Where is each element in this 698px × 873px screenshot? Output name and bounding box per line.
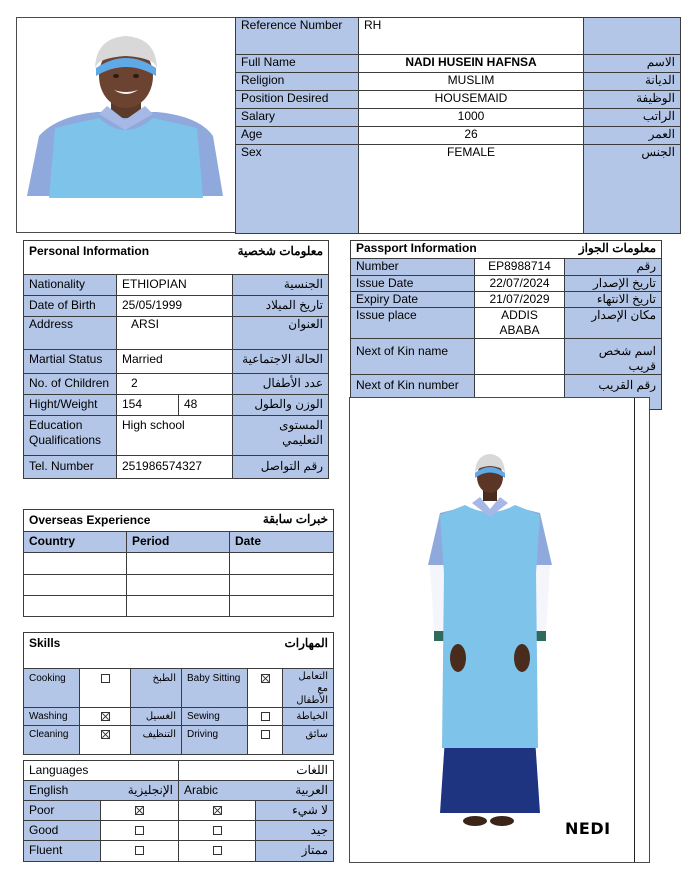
language-english: English bbox=[24, 781, 101, 801]
skill-arabic-driving: سائق bbox=[283, 726, 334, 755]
overseas-cell-period bbox=[127, 595, 230, 616]
personal-info-title: Personal Information bbox=[24, 241, 179, 275]
value-salary: 1000 bbox=[359, 109, 584, 127]
personal-info-table bbox=[23, 240, 329, 479]
arabic-sex: الجنس bbox=[584, 145, 681, 234]
label-address: Address bbox=[24, 317, 117, 350]
fullbody-photo-frame bbox=[349, 397, 650, 863]
checkbox-arabic-good[interactable] bbox=[213, 826, 222, 835]
arabic-children: عدد الأطفال bbox=[233, 374, 329, 395]
header-info-table bbox=[235, 17, 681, 234]
overseas-col-period: Period bbox=[127, 532, 230, 553]
value-height: 154 bbox=[117, 395, 179, 416]
level-poor-ar: لا شيء bbox=[256, 801, 334, 821]
value-expiry-date: 21/07/2029 bbox=[475, 292, 565, 308]
label-tel: Tel. Number bbox=[24, 456, 117, 479]
skills-table bbox=[23, 632, 334, 755]
value-full-name: NADI HUSEIN HAFNSA bbox=[359, 55, 584, 73]
label-religion: Religion bbox=[236, 73, 359, 91]
overseas-col-country: Country bbox=[24, 532, 127, 553]
checkbox-english-fluent[interactable] bbox=[135, 846, 144, 855]
arabic-issue-date: تاريخ الإصدار bbox=[565, 276, 662, 292]
overseas-row bbox=[24, 553, 334, 574]
label-expiry-date: Expiry Date bbox=[351, 292, 475, 308]
skill-label-sewing: Sewing bbox=[182, 708, 248, 726]
value-tel: 251986574327 bbox=[117, 456, 233, 479]
skill-arabic-cleaning: التنظيف bbox=[131, 726, 182, 755]
level-fluent: Fluent bbox=[24, 841, 101, 862]
checkbox-arabic-poor[interactable] bbox=[213, 806, 222, 815]
checkbox-sewing[interactable] bbox=[261, 712, 270, 721]
label-nationality: Nationality bbox=[24, 275, 117, 296]
skill-label-baby-sitting: Baby Sitting bbox=[182, 669, 248, 708]
overseas-cell-period bbox=[127, 574, 230, 595]
checkbox-driving[interactable] bbox=[261, 730, 270, 739]
checkbox-baby-sitting[interactable] bbox=[261, 674, 270, 683]
arabic-height-weight: الوزن والطول bbox=[233, 395, 329, 416]
label-position: Position Desired bbox=[236, 91, 359, 109]
brand-logo: NEDI bbox=[565, 819, 611, 838]
overseas-title: Overseas Experience bbox=[24, 510, 230, 532]
language-arabic-ar: العربية bbox=[256, 781, 334, 801]
value-position: HOUSEMAID bbox=[359, 91, 584, 109]
level-good: Good bbox=[24, 821, 101, 841]
value-children: 2 bbox=[117, 374, 233, 395]
overseas-cell-date bbox=[230, 595, 334, 616]
checkbox-english-poor[interactable] bbox=[135, 806, 144, 815]
arabic-salary: الراتب bbox=[584, 109, 681, 127]
languages-title-ar: اللغات bbox=[179, 761, 334, 781]
overseas-experience-table bbox=[23, 509, 334, 617]
arabic-passport-number: رقم bbox=[565, 259, 662, 276]
arabic-reference-number bbox=[584, 18, 681, 55]
passport-info-table bbox=[350, 240, 662, 410]
value-religion: MUSLIM bbox=[359, 73, 584, 91]
label-children: No. of Children bbox=[24, 374, 117, 395]
passport-info-title-ar: معلومات الجواز bbox=[565, 241, 662, 259]
level-fluent-ar: ممتاز bbox=[256, 841, 334, 862]
value-education: High school bbox=[117, 416, 233, 456]
value-address: ARSI bbox=[117, 317, 233, 350]
headshot-photo bbox=[17, 18, 235, 232]
skills-title-ar: المهارات bbox=[182, 633, 334, 669]
overseas-cell-date bbox=[230, 574, 334, 595]
arabic-religion: الديانة bbox=[584, 73, 681, 91]
level-good-ar: جيد bbox=[256, 821, 334, 841]
skill-arabic-sewing: الخياطة bbox=[283, 708, 334, 726]
value-weight: 48 bbox=[179, 395, 233, 416]
value-issue-date: 22/07/2024 bbox=[475, 276, 565, 292]
value-reference-number: RH bbox=[359, 18, 584, 55]
checkbox-cooking[interactable] bbox=[101, 674, 110, 683]
arabic-education: المستوى التعليمي bbox=[233, 416, 329, 456]
arabic-position: الوظيفة bbox=[584, 91, 681, 109]
overseas-cell-period bbox=[127, 553, 230, 574]
arabic-expiry-date: تاريخ الانتهاء bbox=[565, 292, 662, 308]
personal-info-title-ar: معلومات شخصية bbox=[179, 241, 329, 275]
label-issue-place: Issue place bbox=[351, 308, 475, 339]
arabic-tel: رقم التواصل bbox=[233, 456, 329, 479]
skill-arabic-cooking: الطبخ bbox=[131, 669, 182, 708]
label-dob: Date of Birth bbox=[24, 296, 117, 317]
label-reference-number: Reference Number bbox=[236, 18, 359, 55]
checkbox-english-good[interactable] bbox=[135, 826, 144, 835]
value-sex: FEMALE bbox=[359, 145, 584, 234]
value-dob: 25/05/1999 bbox=[117, 296, 233, 317]
overseas-row bbox=[24, 574, 334, 595]
arabic-marital-status: الحالة الاجتماعية bbox=[233, 350, 329, 374]
skill-label-washing: Washing bbox=[24, 708, 80, 726]
label-salary: Salary bbox=[236, 109, 359, 127]
label-education: Education Qualifications bbox=[24, 416, 117, 456]
language-english-ar: الإنجليزية bbox=[101, 781, 179, 801]
skill-arabic-washing: الغسيل bbox=[131, 708, 182, 726]
skill-label-cooking: Cooking bbox=[24, 669, 80, 708]
arabic-address: العنوان bbox=[233, 317, 329, 350]
checkbox-cleaning[interactable] bbox=[101, 730, 110, 739]
value-marital-status: Married bbox=[117, 350, 233, 374]
overseas-cell-date bbox=[230, 553, 334, 574]
skill-label-cleaning: Cleaning bbox=[24, 726, 80, 755]
value-passport-number: EP8988714 bbox=[475, 259, 565, 276]
label-passport-number: Number bbox=[351, 259, 475, 276]
headshot-photo-frame bbox=[16, 17, 236, 233]
languages-title: Languages bbox=[24, 761, 179, 781]
checkbox-arabic-fluent[interactable] bbox=[213, 846, 222, 855]
arabic-age: العمر bbox=[584, 127, 681, 145]
overseas-cell-country bbox=[24, 574, 127, 595]
label-age: Age bbox=[236, 127, 359, 145]
arabic-full-name: الاسم bbox=[584, 55, 681, 73]
overseas-col-date: Date bbox=[230, 532, 334, 553]
arabic-next-of-kin-number: رقم القريب bbox=[565, 375, 662, 410]
arabic-next-of-kin-name: اسم شخص قريب bbox=[565, 339, 662, 375]
value-nationality: ETHIOPIAN bbox=[117, 275, 233, 296]
label-issue-date: Issue Date bbox=[351, 276, 475, 292]
overseas-row bbox=[24, 595, 334, 616]
label-sex: Sex bbox=[236, 145, 359, 234]
value-age: 26 bbox=[359, 127, 584, 145]
arabic-nationality: الجنسية bbox=[233, 275, 329, 296]
level-poor: Poor bbox=[24, 801, 101, 821]
overseas-cell-country bbox=[24, 595, 127, 616]
label-next-of-kin-number: Next of Kin number bbox=[351, 375, 475, 410]
language-arabic: Arabic bbox=[179, 781, 256, 801]
overseas-title-ar: خبرات سابقة bbox=[230, 510, 334, 532]
passport-info-title: Passport Information bbox=[351, 241, 565, 259]
skills-title: Skills bbox=[24, 633, 182, 669]
skill-label-driving: Driving bbox=[182, 726, 248, 755]
label-next-of-kin-name: Next of Kin name bbox=[351, 339, 475, 375]
value-next-of-kin-name bbox=[475, 339, 565, 375]
checkbox-washing[interactable] bbox=[101, 712, 110, 721]
arabic-issue-place: مكان الإصدار bbox=[565, 308, 662, 339]
label-full-name: Full Name bbox=[236, 55, 359, 73]
skill-arabic-baby-sitting: التعامل مع الأطفال bbox=[283, 669, 334, 708]
label-height-weight: Hight/Weight bbox=[24, 395, 117, 416]
arabic-dob: تاريخ الميلاد bbox=[233, 296, 329, 317]
photo-frame-divider bbox=[634, 398, 635, 862]
value-issue-place: ADDIS ABABA bbox=[475, 308, 565, 339]
languages-table bbox=[23, 760, 334, 862]
fullbody-photo bbox=[420, 453, 560, 843]
overseas-cell-country bbox=[24, 553, 127, 574]
label-marital-status: Martial Status bbox=[24, 350, 117, 374]
